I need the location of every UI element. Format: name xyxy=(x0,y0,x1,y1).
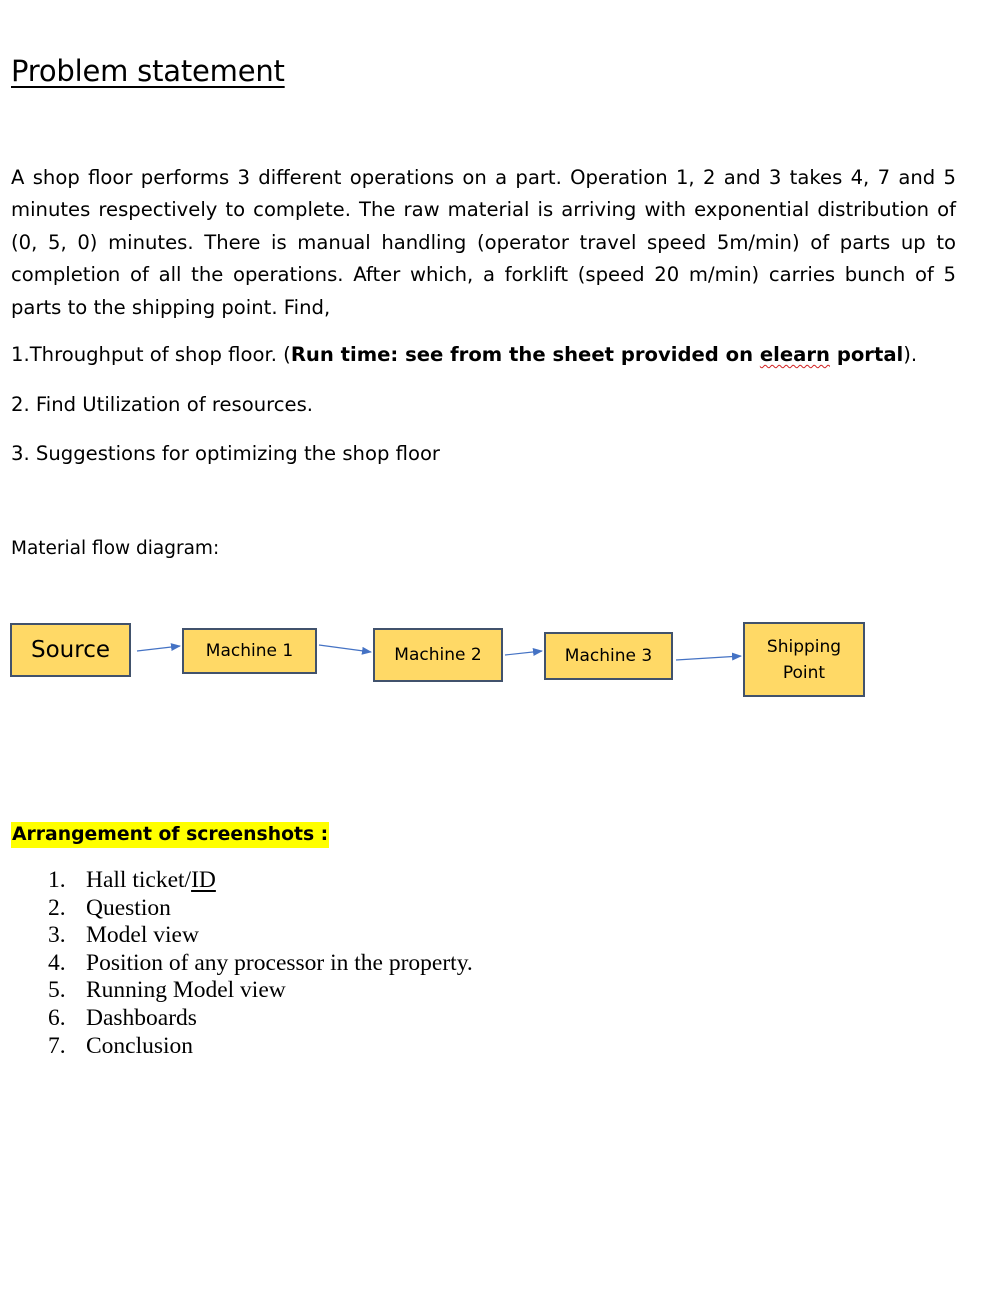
node-shipping-label: Shipping Point xyxy=(766,636,842,683)
spellcheck-word: elearn xyxy=(759,343,830,366)
node-machine-1-label: Machine 1 xyxy=(205,641,294,661)
material-flow-label: Material flow diagram: xyxy=(11,538,220,559)
node-machine-2-label: Machine 2 xyxy=(394,645,482,665)
node-source-label: Source xyxy=(31,637,110,663)
node-machine-2 xyxy=(373,628,503,682)
question-1: 1.Throughput of shop floor. (Run time: see from the sheet provided on elearn portal). xyxy=(11,343,918,366)
arrow-machine-3-to-shipping xyxy=(676,656,741,660)
list-item: 2. Question xyxy=(48,894,171,921)
arrangement-heading: Arrangement of screenshots : xyxy=(11,822,329,848)
question-1-runtime: Run time: see from the sheet provided on elearn portal xyxy=(290,343,904,366)
list-item: 7. Conclusion xyxy=(48,1032,194,1059)
arrangement-list xyxy=(48,867,473,1060)
list-item: 6. Dashboards xyxy=(48,1004,197,1031)
node-machine-1 xyxy=(182,628,317,674)
question-1-prefix: 1.Throughput of shop floor. ( xyxy=(11,343,291,366)
list-item: 1. Hall ticket/ ID xyxy=(48,867,216,893)
question-3: 3. Suggestions for optimizing the shop floor xyxy=(11,442,440,465)
problem-paragraph: A shop floor performs 3 different operations on a part. Operation 1, 2 and 3 takes 4, 7 and 5 minutes respectively to complete. The raw material is arriving with exponential distribution of (0, 5, 0) minutes. There is manual handling (operator travel speed 5m/min) of parts up to completion of all the operations. After which, a forklift (speed 20 m/min) carries bunch of 5 parts to the shipping point. Find, xyxy=(11,166,956,319)
list-item: 3. Model view xyxy=(48,922,199,949)
page-title: Problem statement xyxy=(11,54,285,88)
node-machine-3 xyxy=(544,632,673,680)
node-shipping-point xyxy=(743,622,865,697)
arrow-machine-2-to-machine-3 xyxy=(505,651,542,655)
question-2: 2. Find Utilization of resources. xyxy=(11,393,313,416)
list-item: 5. Running Model view xyxy=(48,977,286,1004)
node-machine-3-label: Machine 3 xyxy=(564,646,653,666)
node-source xyxy=(10,623,131,677)
list-item: 4. Position of any processor in the property. xyxy=(48,949,473,976)
arrow-machine-1-to-machine-2 xyxy=(319,645,371,652)
arrow-source-to-machine-1 xyxy=(137,646,180,651)
